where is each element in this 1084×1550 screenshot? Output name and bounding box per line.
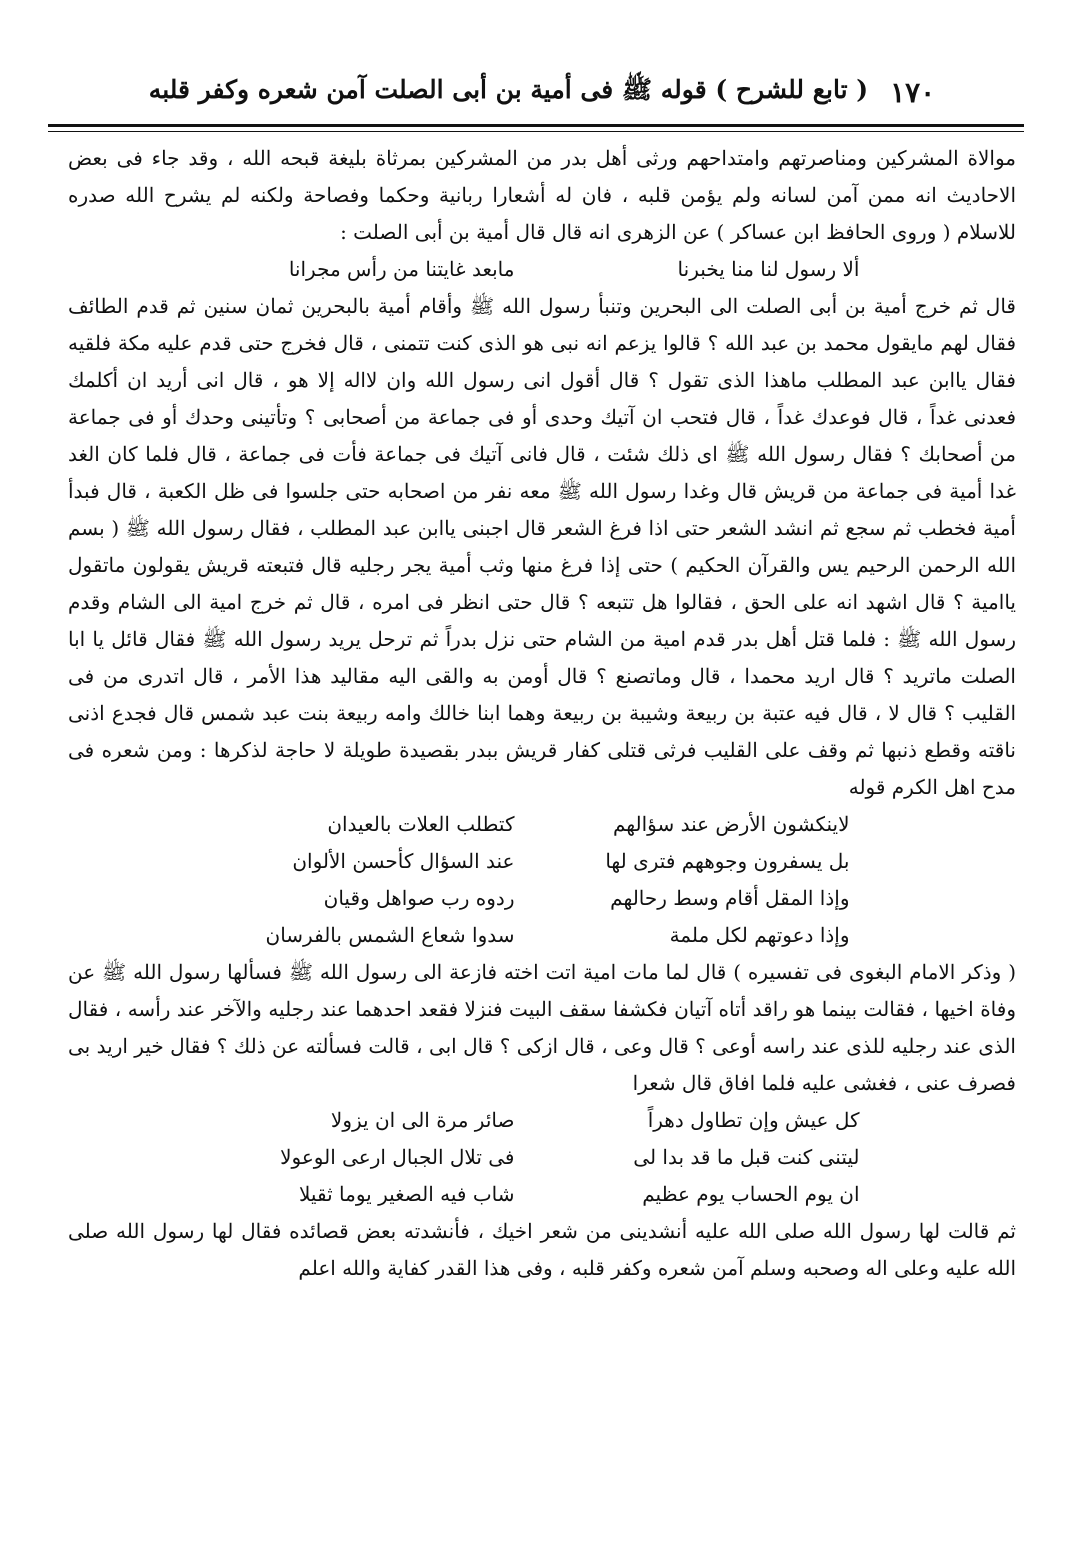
poem-line — [68, 880, 1016, 917]
poem-line — [68, 1139, 1016, 1176]
page-header — [55, 66, 1029, 118]
page-number: ١٧٠ — [890, 75, 936, 109]
verse-hemistich-first: لاينكشون الأرض عند سؤالهم — [612, 812, 850, 836]
verse-line — [68, 251, 1016, 288]
poem-line — [68, 1176, 1016, 1213]
verse-hemistich-second: صائر مرة الى ان يزولا — [330, 1108, 515, 1132]
poem-line — [68, 917, 1016, 954]
paragraph-2: قال ثم خرج أمية بن أبى الصلت الى البحرين وتنبأ رسول الله ﷺ وأقام أمية بالبحرين ثمان سنين ثم قدم الطائف فقال لهم مايقول محمد بن عبد الله ؟ قالوا يزعم انه نبى هو الذى كنت تتمنى ، قال فخرج حتى قدم عليه مكة فلقيه فقال ياابن عبد المطلب ماهذا الذى تقول ؟ قال أقول انى رسول الله وان لااله إلا هو ، قال انى أريد ان أكلمك فعدنى غداً ، قال فوعدك غداً ، قال فتحب ان آتيك وحدى أو فى جماعة من أصحابى ؟ وتأتينى وحدك أو فى جماعة من أصحابك ؟ فقال رسول الله ﷺ اى ذلك شئت ، قال فانى آتيك فى جماعة فأت فى جماعة ، قال فلما كان الغد غدا أمية فى جماعة من قريش قال وغدا رسول الله ﷺ معه نفر من اصحابه حتى جلسوا فى ظل الكعبة ، قال فبدأ أمية فخطب ثم سجع ثم انشد الشعر حتى اذا فرغ الشعر قال اجبنى ياابن عبد المطلب ، فقال رسول الله ﷺ ( بسم الله الرحمن الرحيم يس والقرآن الحكيم ) حتى إذا فرغ منها وثب أمية يجر رجليه قال فتبعته قريش يقولون ماتقول ياامية ؟ قال اشهد انه على الحق ، فقالوا هل تتبعه ؟ قال حتى انظر فى امره ، قال ثم خرج امية الى الشام وقدم رسول الله ﷺ : فلما قتل أهل بدر قدم امية من الشام حتى نزل بدراً ثم ترحل يريد رسول الله ﷺ فقال قائل يا ابا الصلت ماتريد ؟ قال اريد محمدا ، قال وماتصنع ؟ قال أومن به والقى اليه مقاليد هذا الأمر ، قال اتدرى من فى القليب ؟ قال لا ، قال فيه عتبة بن ربيعة وشيبة بن ربيعة وهما ابنا خالك وامه ربيعة بنت عبد شمس قال فجدع اذنى ناقته وقطع ذنبها ثم وقف على القليب فرثى قتلى كفار قريش ببدر بقصيدة طويلة لا حاجة لذكرها : ومن شعره فى مدح اهل الكرم قوله — [68, 294, 1016, 799]
poem-line — [68, 843, 1016, 880]
verse-hemistich-second: سدوا شعاع الشمس بالفرسان — [265, 923, 515, 947]
poem-line — [68, 1102, 1016, 1139]
verse-hemistich-first: ليتنى كنت قبل ما قد بدا لى — [633, 1145, 860, 1169]
verse-hemistich-second: عند السؤال كأحسن الألوان — [292, 849, 515, 873]
running-title: ( تابع للشرح ) قوله ﷺ فى أمية بن أبى الصلت آمن شعره وكفر قلبه — [148, 74, 869, 104]
paragraph-3: ( وذكر الامام البغوى فى تفسيره ) قال لما مات امية اتت اخته فازعة الى رسول الله ﷺ فسألها رسول الله ﷺ عن وفاة اخيها ، فقالت بينما هو راقد أتاه آتيان فكشفا سقف البيت فنزلا فقعد احدهما عند رجليه والآخر عند رأسه ، فقال الذى عند رجليه للذى عند راسه أوعى ؟ قال وعى ، قال ازكى ؟ قال ابى ، قالت فسألته عن ذلك ؟ فقال خير اريد بى فصرف عنى ، فغشى عليه فلما افاق قال شعرا — [68, 960, 1016, 1095]
verse-hemistich-second: ردوه رب صواهل وقيان — [323, 886, 515, 910]
verse-hemistich-second: شاب فيه الصغير يوما ثقيلا — [299, 1182, 515, 1206]
verse-hemistich-second: فى تلال الجبال ارعى الوعولا — [280, 1145, 515, 1169]
header-rule-thin — [48, 131, 1024, 132]
verse-hemistich-first: كل عيش وإن تطاول دهراً — [647, 1108, 860, 1132]
page-body — [68, 140, 1016, 1287]
verse-hemistich-first: وإذا دعوتهم لكل ملمة — [669, 923, 850, 947]
verse-hemistich-second: كتطلب العلات بالعيدان — [327, 812, 515, 836]
verse-hemistich-first: وإذا المقل أقام وسط رحالهم — [610, 886, 850, 910]
paragraph-1: موالاة المشركين ومناصرتهم وامتداحهم ورثى أهل بدر من المشركين بمرثاة بليغة قبحه الله ، وقد جاء فى بعض الاحاديث انه ممن آمن لسانه ولم يؤمن قلبه ، فان له أشعارا ربانية وحكما وفصاحة ولكنه لم يشرح الله صدره للاسلام ( وروى الحافظ ابن عساكر ) عن الزهرى انه قال قال أمية بن أبى الصلت : — [68, 146, 1017, 244]
verse-hemistich-second: مابعد غايتنا من رأس مجرانا — [288, 257, 515, 281]
header-rule-thick — [48, 124, 1024, 127]
verse-hemistich-first: بل يسفرون وجوههم فترى لها — [605, 849, 850, 873]
poem-line — [68, 806, 1016, 843]
verse-hemistich-first: ان يوم الحساب يوم عظيم — [642, 1182, 860, 1206]
verse-hemistich-first: ألا رسول لنا منا يخبرنا — [677, 257, 860, 281]
paragraph-4: ثم قالت لها رسول الله صلى الله عليه أنشدينى من شعر اخيك ، فأنشدته بعض قصائده فقال لها رسول الله صلى الله عليه وعلى اله وصحبه وسلم آمن شعره وكفر قلبه ، وفى هذا القدر كفاية والله اعلم — [68, 1219, 1016, 1280]
